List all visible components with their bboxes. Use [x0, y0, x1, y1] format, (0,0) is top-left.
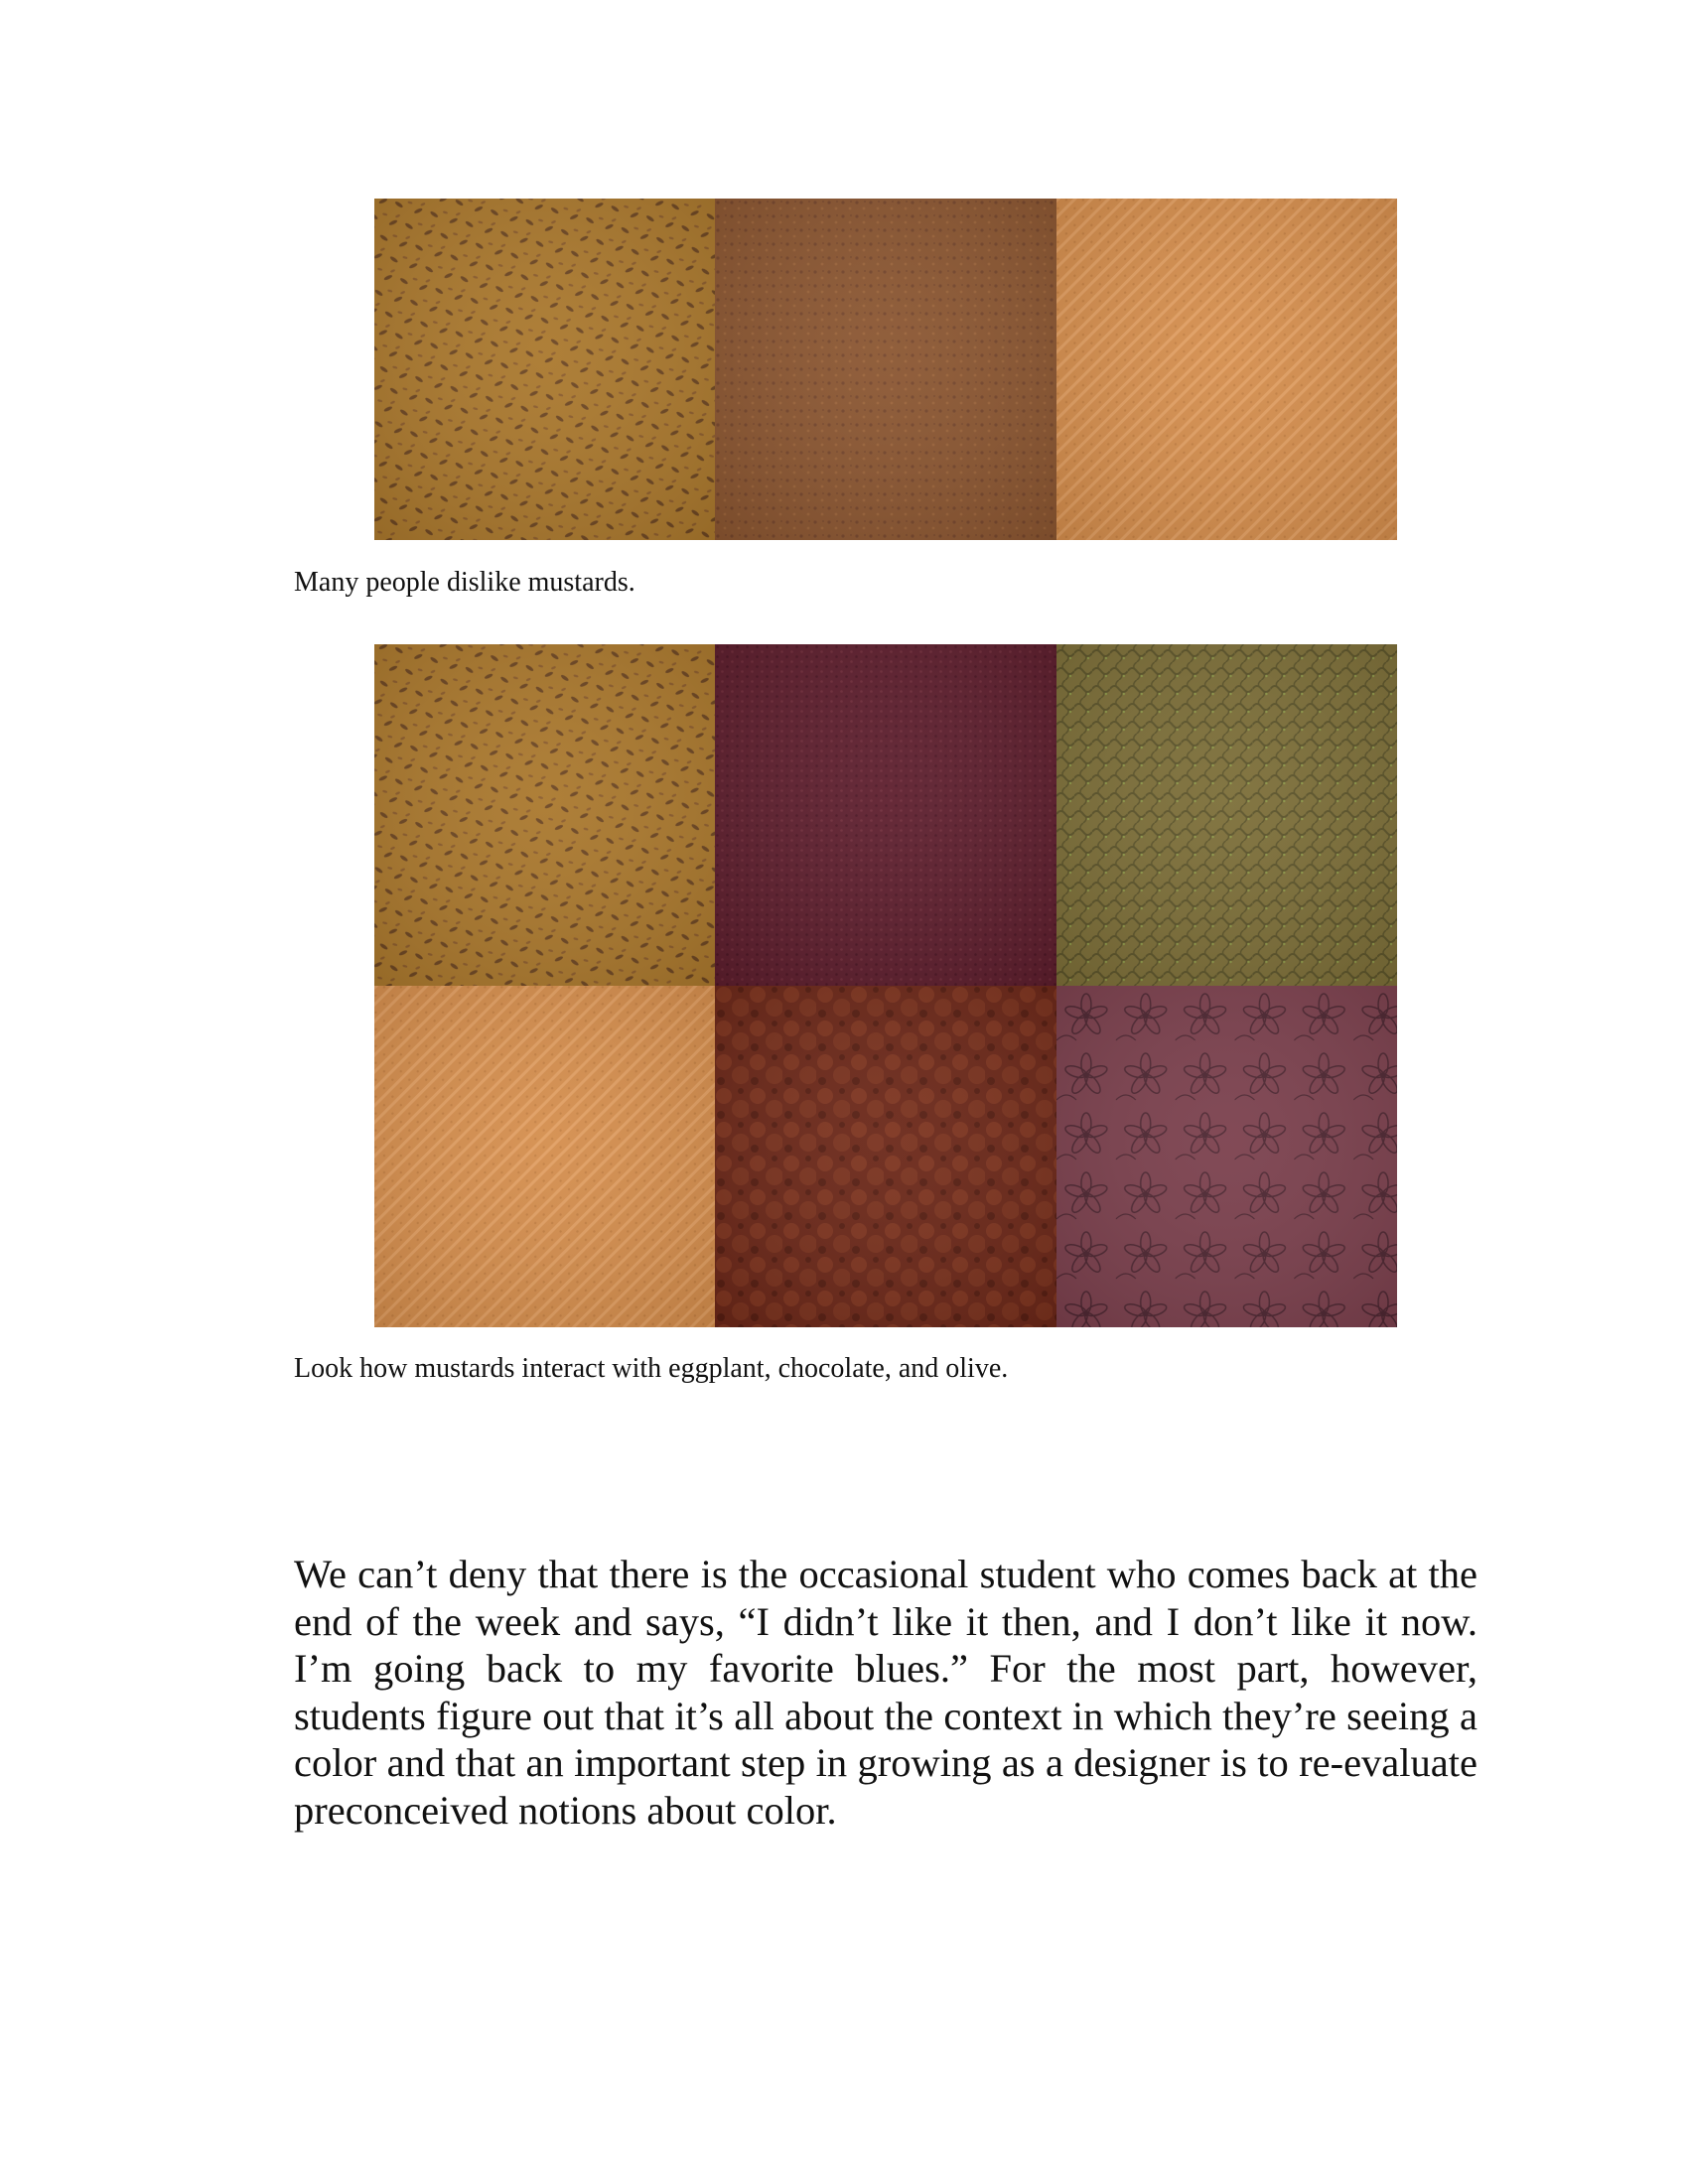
swatch-brown [715, 199, 1056, 540]
figure-2-caption: Look how mustards interact with eggplant, chocolate, and olive. [294, 1353, 1009, 1384]
swatch-olive [1056, 644, 1397, 986]
figure-1-caption: Many people dislike mustards. [294, 567, 635, 598]
fabric-texture [374, 199, 715, 540]
fabric-swatches-figure-1 [374, 199, 1397, 540]
swatch-orange [1056, 199, 1397, 540]
swatch-eggplant [715, 644, 1056, 986]
fabric-texture [715, 644, 1056, 986]
swatch-mustard [374, 199, 715, 540]
body-paragraph: We can’t deny that there is the occasional student who comes back at the end of the week and says, “I didn’t like it then, and I don’t like it now. I’m going back to my favorite blues.” For the most part, however, students figure out that it’s all about the context in which they’re seeing a color and that an important step in growing as a designer is to re-evaluate preconceived notions about color. [294, 1552, 1477, 1833]
fabric-texture [1056, 644, 1397, 986]
fabric-swatches-figure-2 [374, 644, 1397, 1327]
fabric-texture [374, 644, 715, 986]
swatch-plum [1056, 986, 1397, 1327]
fabric-texture [715, 986, 1056, 1327]
fabric-texture [1056, 986, 1397, 1327]
swatch-chocolate [715, 986, 1056, 1327]
swatch-mustard [374, 644, 715, 986]
fabric-texture [1056, 199, 1397, 540]
swatch-orange [374, 986, 715, 1327]
fabric-texture [715, 199, 1056, 540]
fabric-texture [374, 986, 715, 1327]
